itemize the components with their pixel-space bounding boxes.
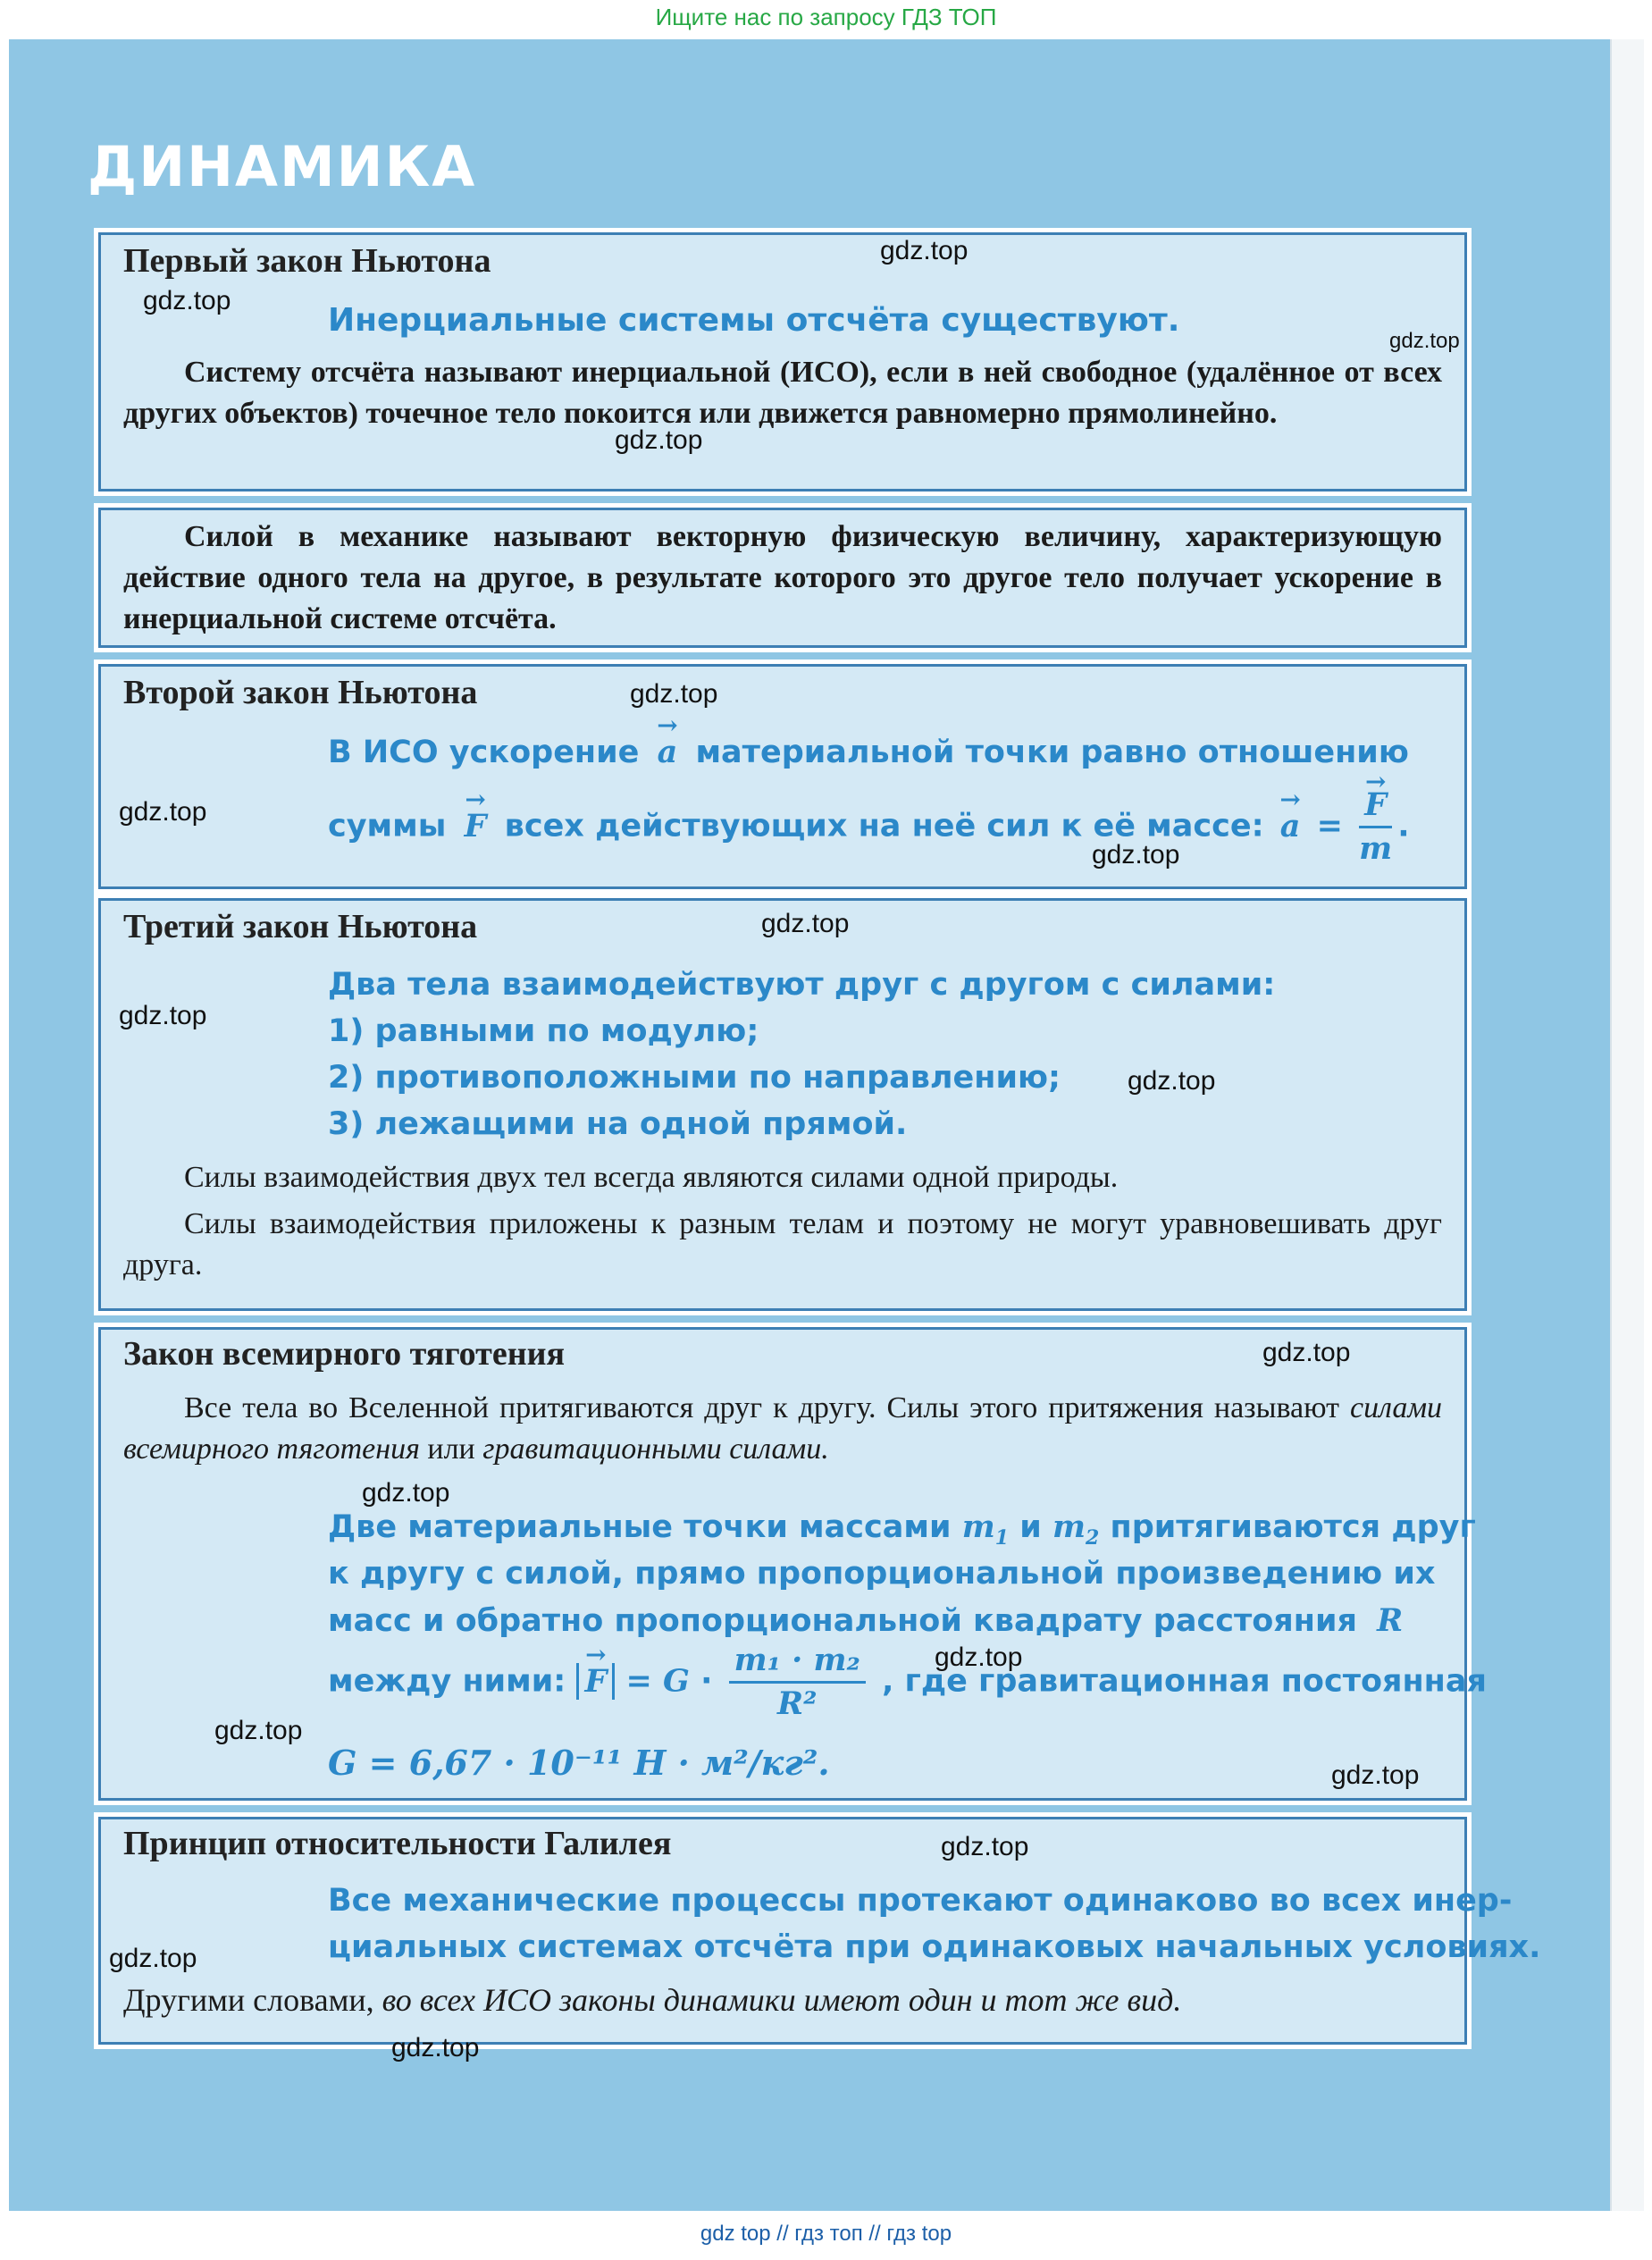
gravity-fraction: [729, 1640, 866, 1725]
newton-third-law-title: Третий закон Ньютона: [123, 908, 478, 945]
watermark: gdz.top: [630, 679, 718, 709]
mass2-symbol: $m_2$: [1052, 1508, 1100, 1550]
gravitational-constant: G = 6,67 · 10⁻¹¹ Н · м²/кг².: [328, 1743, 830, 1783]
gravity-fraction-numerator: m₁ · m₂: [729, 1640, 866, 1684]
gravity-line4-b: , где гравитационная постоянная: [882, 1663, 1487, 1700]
gravitation-line1: [328, 1508, 1476, 1550]
gravity-constant-symbol: G: [663, 1662, 690, 1700]
gravity-line1-b: и: [1019, 1509, 1042, 1545]
gravitation-line4: [328, 1640, 1487, 1725]
gravitation-law-title: Закон всемирного тяготения: [123, 1335, 566, 1373]
gravity-line1-a: Две материальные точки массами: [328, 1509, 952, 1545]
distance-symbol: R: [1377, 1602, 1404, 1639]
gravitation-law-text: [123, 1388, 1442, 1470]
gravity-line3-a: масс и обратно пропорциональной квадрату расстояния: [328, 1603, 1357, 1639]
newton-second-law-line2: суммы → F всех действующих на неё сил к её массе: → a = → $\frac{F}{m}$ .: [328, 785, 1410, 870]
force-definition-box: [94, 503, 1472, 652]
gravitation-line2: к другу с силой, прямо пропорциональной произведению их: [328, 1556, 1436, 1592]
newton-third-law-text1: Силы взаимодействия двух тел всегда являются силами одной природы.: [184, 1161, 1119, 1194]
newton-third-law-line-0: Два тела взаимодействуют друг с другом с силами:: [328, 967, 1276, 1003]
newton-third-law-line-2: 2) противоположными по направлению;: [328, 1060, 1061, 1096]
watermark: gdz.top: [109, 1944, 197, 1973]
gravitation-line3: [328, 1602, 1403, 1639]
line2-part-b: всех действующих на неё сил к её массе:: [504, 808, 1264, 844]
equals-sign: =: [1316, 808, 1343, 844]
force-symbol: → F: [465, 808, 487, 844]
acceleration-symbol-formula: → a: [1280, 808, 1301, 844]
galileo-principle-title: Принцип относительности Галилея: [123, 1825, 672, 1862]
force-magnitude: → F: [576, 1663, 615, 1700]
watermark: gdz.top: [761, 909, 850, 938]
newton-second-law-title: Второй закон Ньютона: [123, 674, 478, 711]
newton-second-law-fraction: [1359, 785, 1392, 870]
newton-third-law-line-1: 1) равными по модулю;: [328, 1013, 759, 1049]
top-banner: Ищите нас по запросу ГДЗ ТОП: [655, 4, 997, 30]
newton-first-law-box: [94, 228, 1472, 496]
galileo-text: [123, 1979, 1442, 2021]
watermark: gdz.top: [935, 1642, 1023, 1672]
gravity-text-a: Все тела во Вселенной притягиваются друг к другу. Силы этого притяжения называют: [184, 1391, 1339, 1424]
gravity-dot: ·: [700, 1663, 713, 1700]
watermark: gdz.top: [1331, 1760, 1420, 1790]
watermark: gdz.top: [362, 1478, 450, 1508]
line1-part-b: материальной точки равно отношению: [695, 735, 1409, 770]
galileo-line2: циальных системах отсчёта при одинаковых начальных условиях.: [328, 1929, 1541, 1965]
gravity-line1-c: притягиваются друг: [1110, 1509, 1476, 1545]
galileo-text-italic: во всех ИСО законы динамики имеют один и тот же вид.: [382, 1982, 1182, 2018]
mass1-symbol: $m_1$: [961, 1508, 1010, 1550]
gravity-equals: =: [625, 1663, 652, 1700]
force-definition-text: Силой в механике называют векторную физическую величину, характеризующую действие одного тела на другое, в результате которого это другое тело получает ускорение в инерциальной системе отсчёта.: [123, 520, 1442, 635]
newton-second-law-line1: [328, 734, 1409, 770]
watermark: gdz.top: [880, 236, 969, 265]
newton-first-law-title: Первый закон Ньютона: [123, 242, 491, 280]
watermark: gdz.top: [1092, 840, 1180, 870]
gravity-text-b: или: [427, 1432, 475, 1466]
acceleration-symbol: → a: [658, 734, 678, 770]
watermark: gdz.top: [391, 2033, 480, 2063]
section-heading: ДИНАМИКА: [88, 134, 477, 199]
galileo-text-a: Другими словами,: [123, 1982, 374, 2018]
watermark: gdz.top: [615, 425, 703, 455]
newton-first-law-text: Систему отсчёта называют инерциальной (ИСО), если в ней свободное (удалённое от всех других объектов) точечное тело покоится или движется равномерно прямолинейно.: [123, 356, 1442, 430]
newton-third-law-box: [94, 894, 1472, 1315]
page-edge: [1610, 39, 1644, 2211]
watermark: gdz.top: [119, 1001, 207, 1030]
watermark: gdz.top: [143, 286, 231, 315]
watermark: gdz.top: [1262, 1338, 1351, 1367]
newton-third-law-text2: Силы взаимодействия приложены к разным телам и поэтому не могут уравновешивать друг друга.: [123, 1207, 1442, 1281]
gravity-text-italic2: гравитационными силами.: [482, 1432, 829, 1466]
fraction-numerator: → F: [1364, 785, 1387, 826]
watermark: gdz.top: [214, 1716, 303, 1745]
gravity-fraction-denominator: R²: [777, 1685, 818, 1722]
newton-second-law-box: [94, 660, 1472, 894]
watermark: gdz.top: [119, 797, 207, 827]
line1-part-a: В ИСО ускорение: [328, 735, 640, 770]
watermark: gdz.top: [941, 1832, 1029, 1861]
galileo-line1: Все механические процессы протекают одинаково во всех инер-: [328, 1883, 1513, 1919]
bottom-banner: gdz top // гдз топ // гдз top: [700, 2222, 952, 2246]
fraction-denominator: m: [1359, 830, 1393, 867]
gravity-line4-a: между ними:: [328, 1663, 566, 1700]
galileo-principle-box: [94, 1812, 1541, 2049]
watermark: gdz.top: [1128, 1066, 1216, 1096]
newton-third-law-line-3: 3) лежащими на одной прямой.: [328, 1106, 908, 1142]
watermark: gdz.top: [1389, 329, 1460, 353]
newton-first-law-statement: Инерциальные системы отсчёта существуют.: [328, 302, 1180, 339]
line2-part-a: суммы: [328, 808, 447, 844]
gravity-text-italic1: силами всемирного тяготения: [123, 1391, 1443, 1466]
